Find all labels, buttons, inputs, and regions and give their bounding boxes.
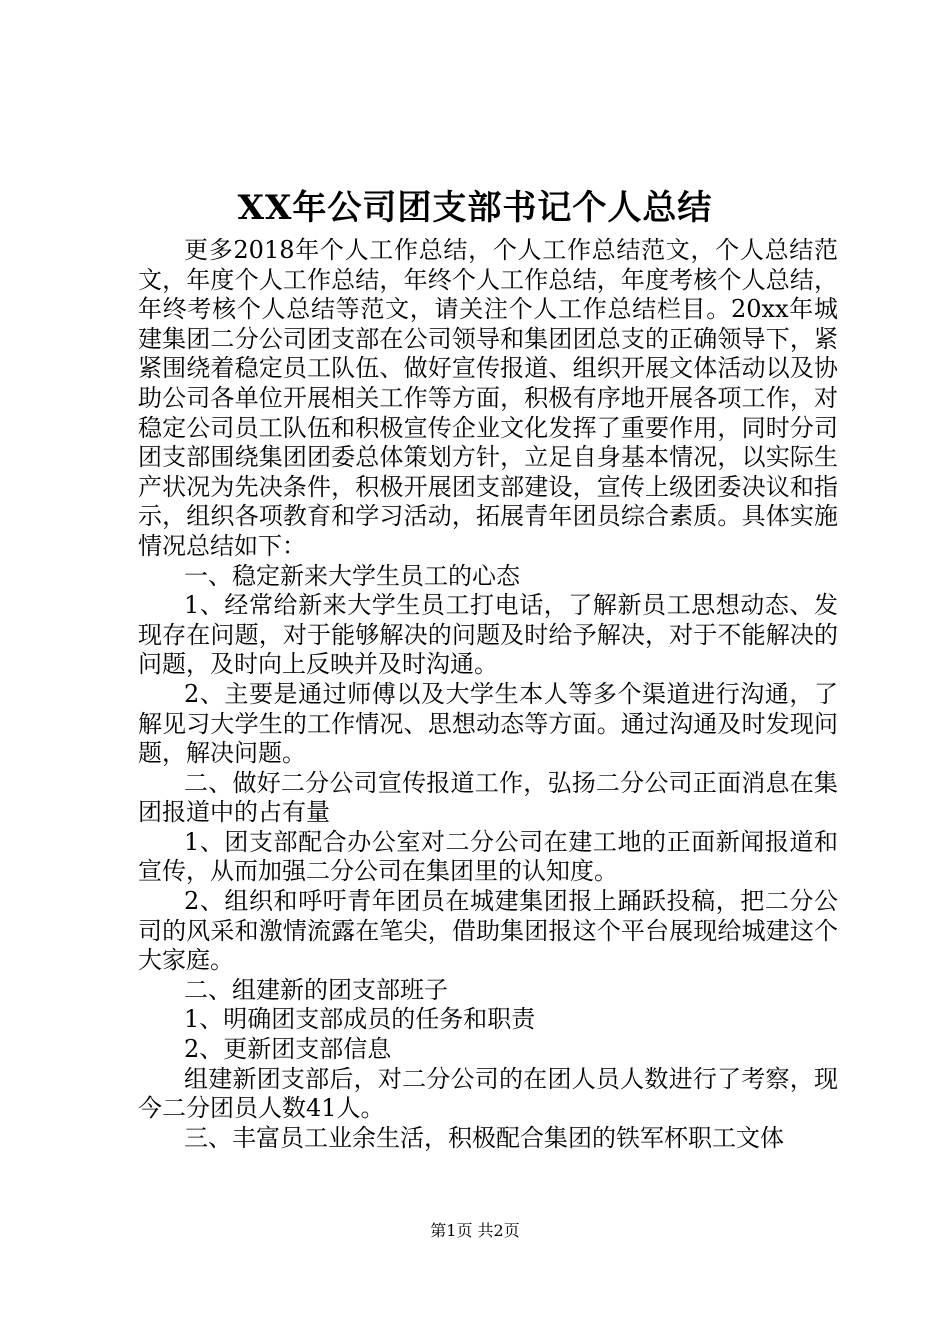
section-heading: 三、丰富员工业余生活，积极配合集团的铁军杯职工文体 (184, 1123, 784, 1152)
document-title: XX年公司团支部书记个人总结 (237, 188, 713, 228)
page-footer: 第1页 共2页 (430, 1221, 520, 1240)
document-body (138, 236, 838, 1153)
paragraph: 1、明确团支部成员的任务和职责 (184, 1005, 536, 1034)
paragraph-intro: 更多2018年个人工作总结，个人工作总结范文，个人总结范文，年度个人工作总结，年终个人工作总结，年度考核个人总结，年终考核个人总结等范文，请关注个人工作总结栏目。20xx年城建集团二分公司团支部在公司领导和集团团总支的正确领导下，紧紧围绕着稳定员工队伍、做好宣传报道、组织开展文体活动以及协助公司各单位开展相关工作等方面，积极有序地开展各项工作，对稳定公司员工队伍和积极宣传企业文化发挥了重要作用，同时分司团支部围绕集团团委总体策划方针，立足自身基本情况，以实际生产状况为先决条件，积极开展团支部建设，宣传上级团委决议和指示，组织各项教育和学习活动，拓展青年团员综合素质。具体实施情况总结如下： (138, 236, 838, 560)
paragraph: 1、经常给新来大学生员工打电话，了解新员工思想动态、发现存在问题，对于能够解决的问题及时给予解决，对于不能解决的问题，及时向上反映并及时沟通。 (138, 591, 838, 679)
paragraph: 2、组织和呼吁青年团员在城建集团报上踊跃投稿，把二分公司的风采和激情流露在笔尖，借助集团报这个平台展现给城建这个大家庭。 (138, 887, 838, 975)
paragraph: 组建新团支部后，对二分公司的在团人员人数进行了考察，现今二分团员人数41人。 (138, 1064, 838, 1123)
paragraph: 2、更新团支部信息 (184, 1035, 392, 1064)
paragraph: 2、主要是通过师傅以及大学生本人等多个渠道进行沟通，了解见习大学生的工作情况、思想动态等方面。通过沟通及时发现问题，解决问题。 (138, 679, 838, 768)
section-heading: 一、稳定新来大学生员工的心态 (184, 561, 520, 590)
paragraph: 1、团支部配合办公室对二分公司在建工地的正面新闻报道和宣传，从而加强二分公司在集团里的认知度。 (138, 827, 838, 886)
section-heading: 二、组建新的团支部班子 (184, 975, 448, 1004)
section-heading: 二、做好二分公司宣传报道工作，弘扬二分公司正面消息在集团报道中的占有量 (138, 768, 838, 827)
